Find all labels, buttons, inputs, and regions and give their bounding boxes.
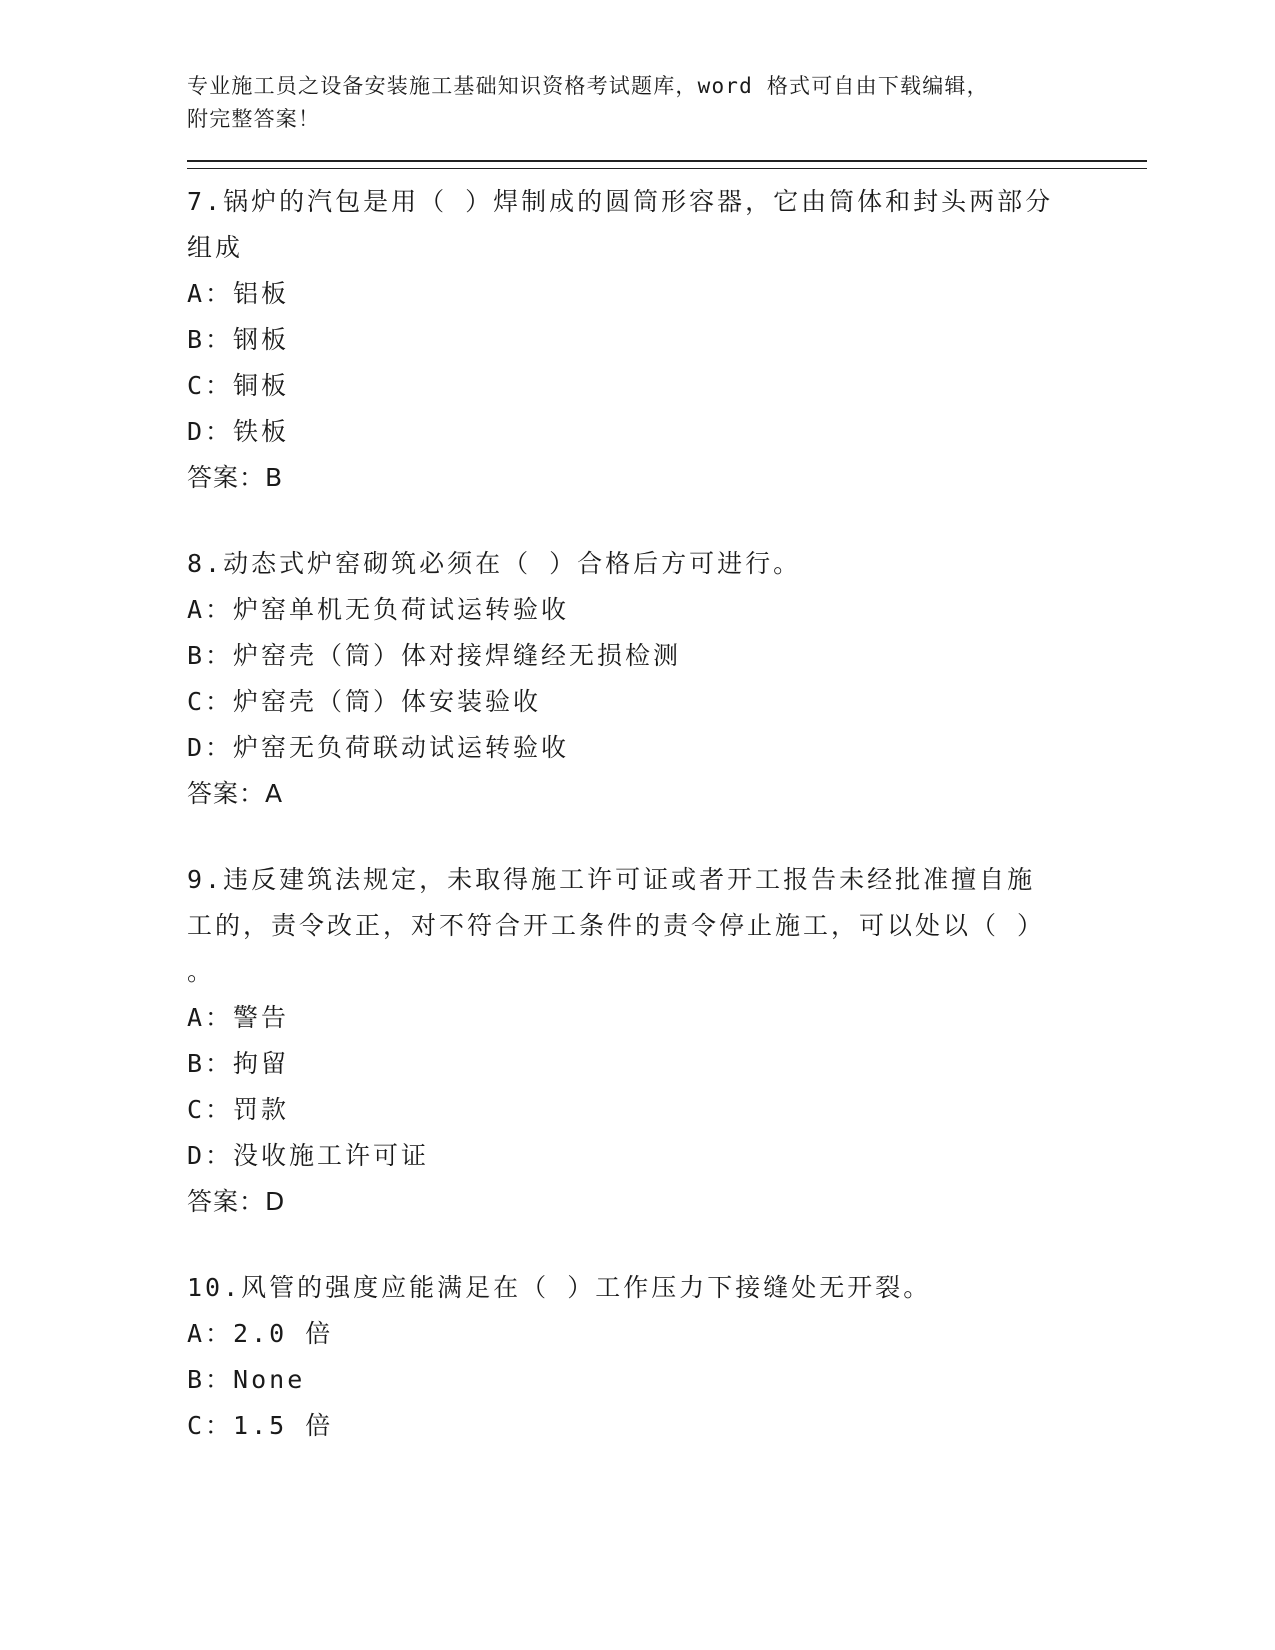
answer-key: 答案：A — [187, 779, 284, 808]
document-page — [187, 70, 1147, 1449]
question-text — [187, 541, 1147, 587]
question-block — [187, 179, 1147, 501]
question-block — [187, 1265, 1147, 1449]
question-text — [187, 857, 1147, 995]
question-text-line: 组成 — [187, 233, 244, 262]
answer-option: B：钢板 — [187, 325, 290, 354]
answer-option: A：2.0 倍 — [187, 1319, 334, 1348]
answer-option: D：铁板 — [187, 417, 290, 446]
answer-option: C：炉窑壳（筒）体安装验收 — [187, 687, 542, 716]
header-divider — [187, 160, 1147, 169]
answer-key: 答案：D — [187, 1187, 286, 1216]
answer-option: B：拘留 — [187, 1049, 290, 1078]
question-text-line: 8.动态式炉窑砌筑必须在（ ）合格后方可进行。 — [187, 549, 802, 578]
question-list — [187, 179, 1147, 1449]
question-text-line: 10.风管的强度应能满足在（ ）工作压力下接缝处无开裂。 — [187, 1273, 932, 1302]
answer-option: C：1.5 倍 — [187, 1411, 334, 1440]
answer-key: 答案：B — [187, 463, 284, 492]
answer-option: C：罚款 — [187, 1095, 290, 1124]
answer-option: B：炉窑壳（筒）体对接焊缝经无损检测 — [187, 641, 682, 670]
answer-option: C：铜板 — [187, 371, 290, 400]
question-block — [187, 541, 1147, 817]
header-line-2: 附完整答案！ — [187, 107, 321, 131]
answer-option: A：铝板 — [187, 279, 290, 308]
answer-option: A：警告 — [187, 1003, 290, 1032]
question-text — [187, 179, 1147, 271]
question-text — [187, 1265, 1147, 1311]
question-block — [187, 857, 1147, 1225]
answer-option: D：炉窑无负荷联动试运转验收 — [187, 733, 570, 762]
question-text-line: 。 — [187, 957, 216, 986]
header-line-1: 专业施工员之设备安装施工基础知识资格考试题库，word 格式可自由下载编辑， — [187, 74, 989, 98]
answer-option: D：没收施工许可证 — [187, 1141, 430, 1170]
question-text-line: 9.违反建筑法规定，未取得施工许可证或者开工报告未经批准擅自施 — [187, 865, 1036, 894]
answer-option: A：炉窑单机无负荷试运转验收 — [187, 595, 570, 624]
question-text-line: 工的，责令改正，对不符合开工条件的责令停止施工，可以处以（ ） — [187, 911, 1046, 940]
question-text-line: 7.锅炉的汽包是用（ ）焊制成的圆筒形容器，它由筒体和封头两部分 — [187, 187, 1054, 216]
answer-option: B：None — [187, 1365, 306, 1394]
